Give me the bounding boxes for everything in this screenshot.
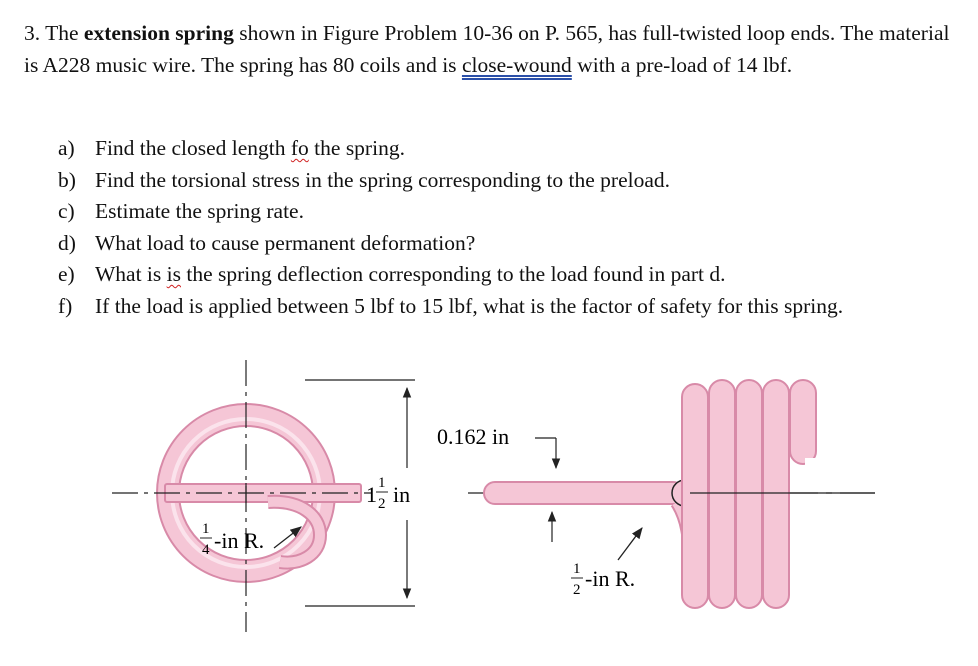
question-d: d) What load to cause permanent deformation? [58,230,476,255]
problem-statement [24,18,959,81]
radius-right-unit: -in R. [585,566,636,591]
radius-left-den: 4 [202,542,210,558]
coil-4 [763,380,789,608]
od-dim-whole: 1 [366,482,377,507]
problem-number: 3. [24,21,41,45]
problem-paragraph: 3. The extension spring shown in Figure Problem 10-36 on P. 565, has full-twisted loop ends. The material is A228 music wire. The spring has 80 coils and is close-wound with a pre-load of 14 lbf. [24,21,950,77]
od-dim-den: 2 [378,496,386,512]
coil-1 [682,384,708,608]
question-a: a) Find the closed length fo the spring. [58,136,405,160]
spelling-flag[interactable]: is [166,262,181,286]
question-e: e) What is is the spring deflection corresponding to the load found in part d. [58,262,726,286]
radius-left-unit: -in R. [214,528,265,553]
coil-5 [790,380,816,464]
radius-right-num: 1 [573,561,581,577]
radius-left-num: 1 [202,521,210,537]
close-wound-term: close-wound [461,52,572,77]
question-f: f) If the load is applied between 5 lbf to 15 lbf, what is the factor of safety for this spring. [58,293,844,318]
hook-shank [484,482,684,504]
question-b: b) Find the torsional stress in the spring corresponding to the preload. [58,167,671,192]
od-dim-unit: in [393,482,411,507]
coil-2 [709,380,735,608]
side-view [468,380,875,608]
radius-right-den: 2 [573,582,581,598]
question-c: c) Estimate the spring rate. [58,199,304,223]
coil-3 [736,380,762,608]
bold-term: extension spring [83,21,234,45]
od-dim-num: 1 [378,475,386,491]
spring-figure [0,340,978,666]
radius-leader-right [618,528,642,560]
question-list [58,133,843,322]
spelling-flag[interactable]: fo [290,136,309,160]
wire-diameter-label: 0.162 in [437,424,510,449]
coil-5-cut [805,458,827,466]
